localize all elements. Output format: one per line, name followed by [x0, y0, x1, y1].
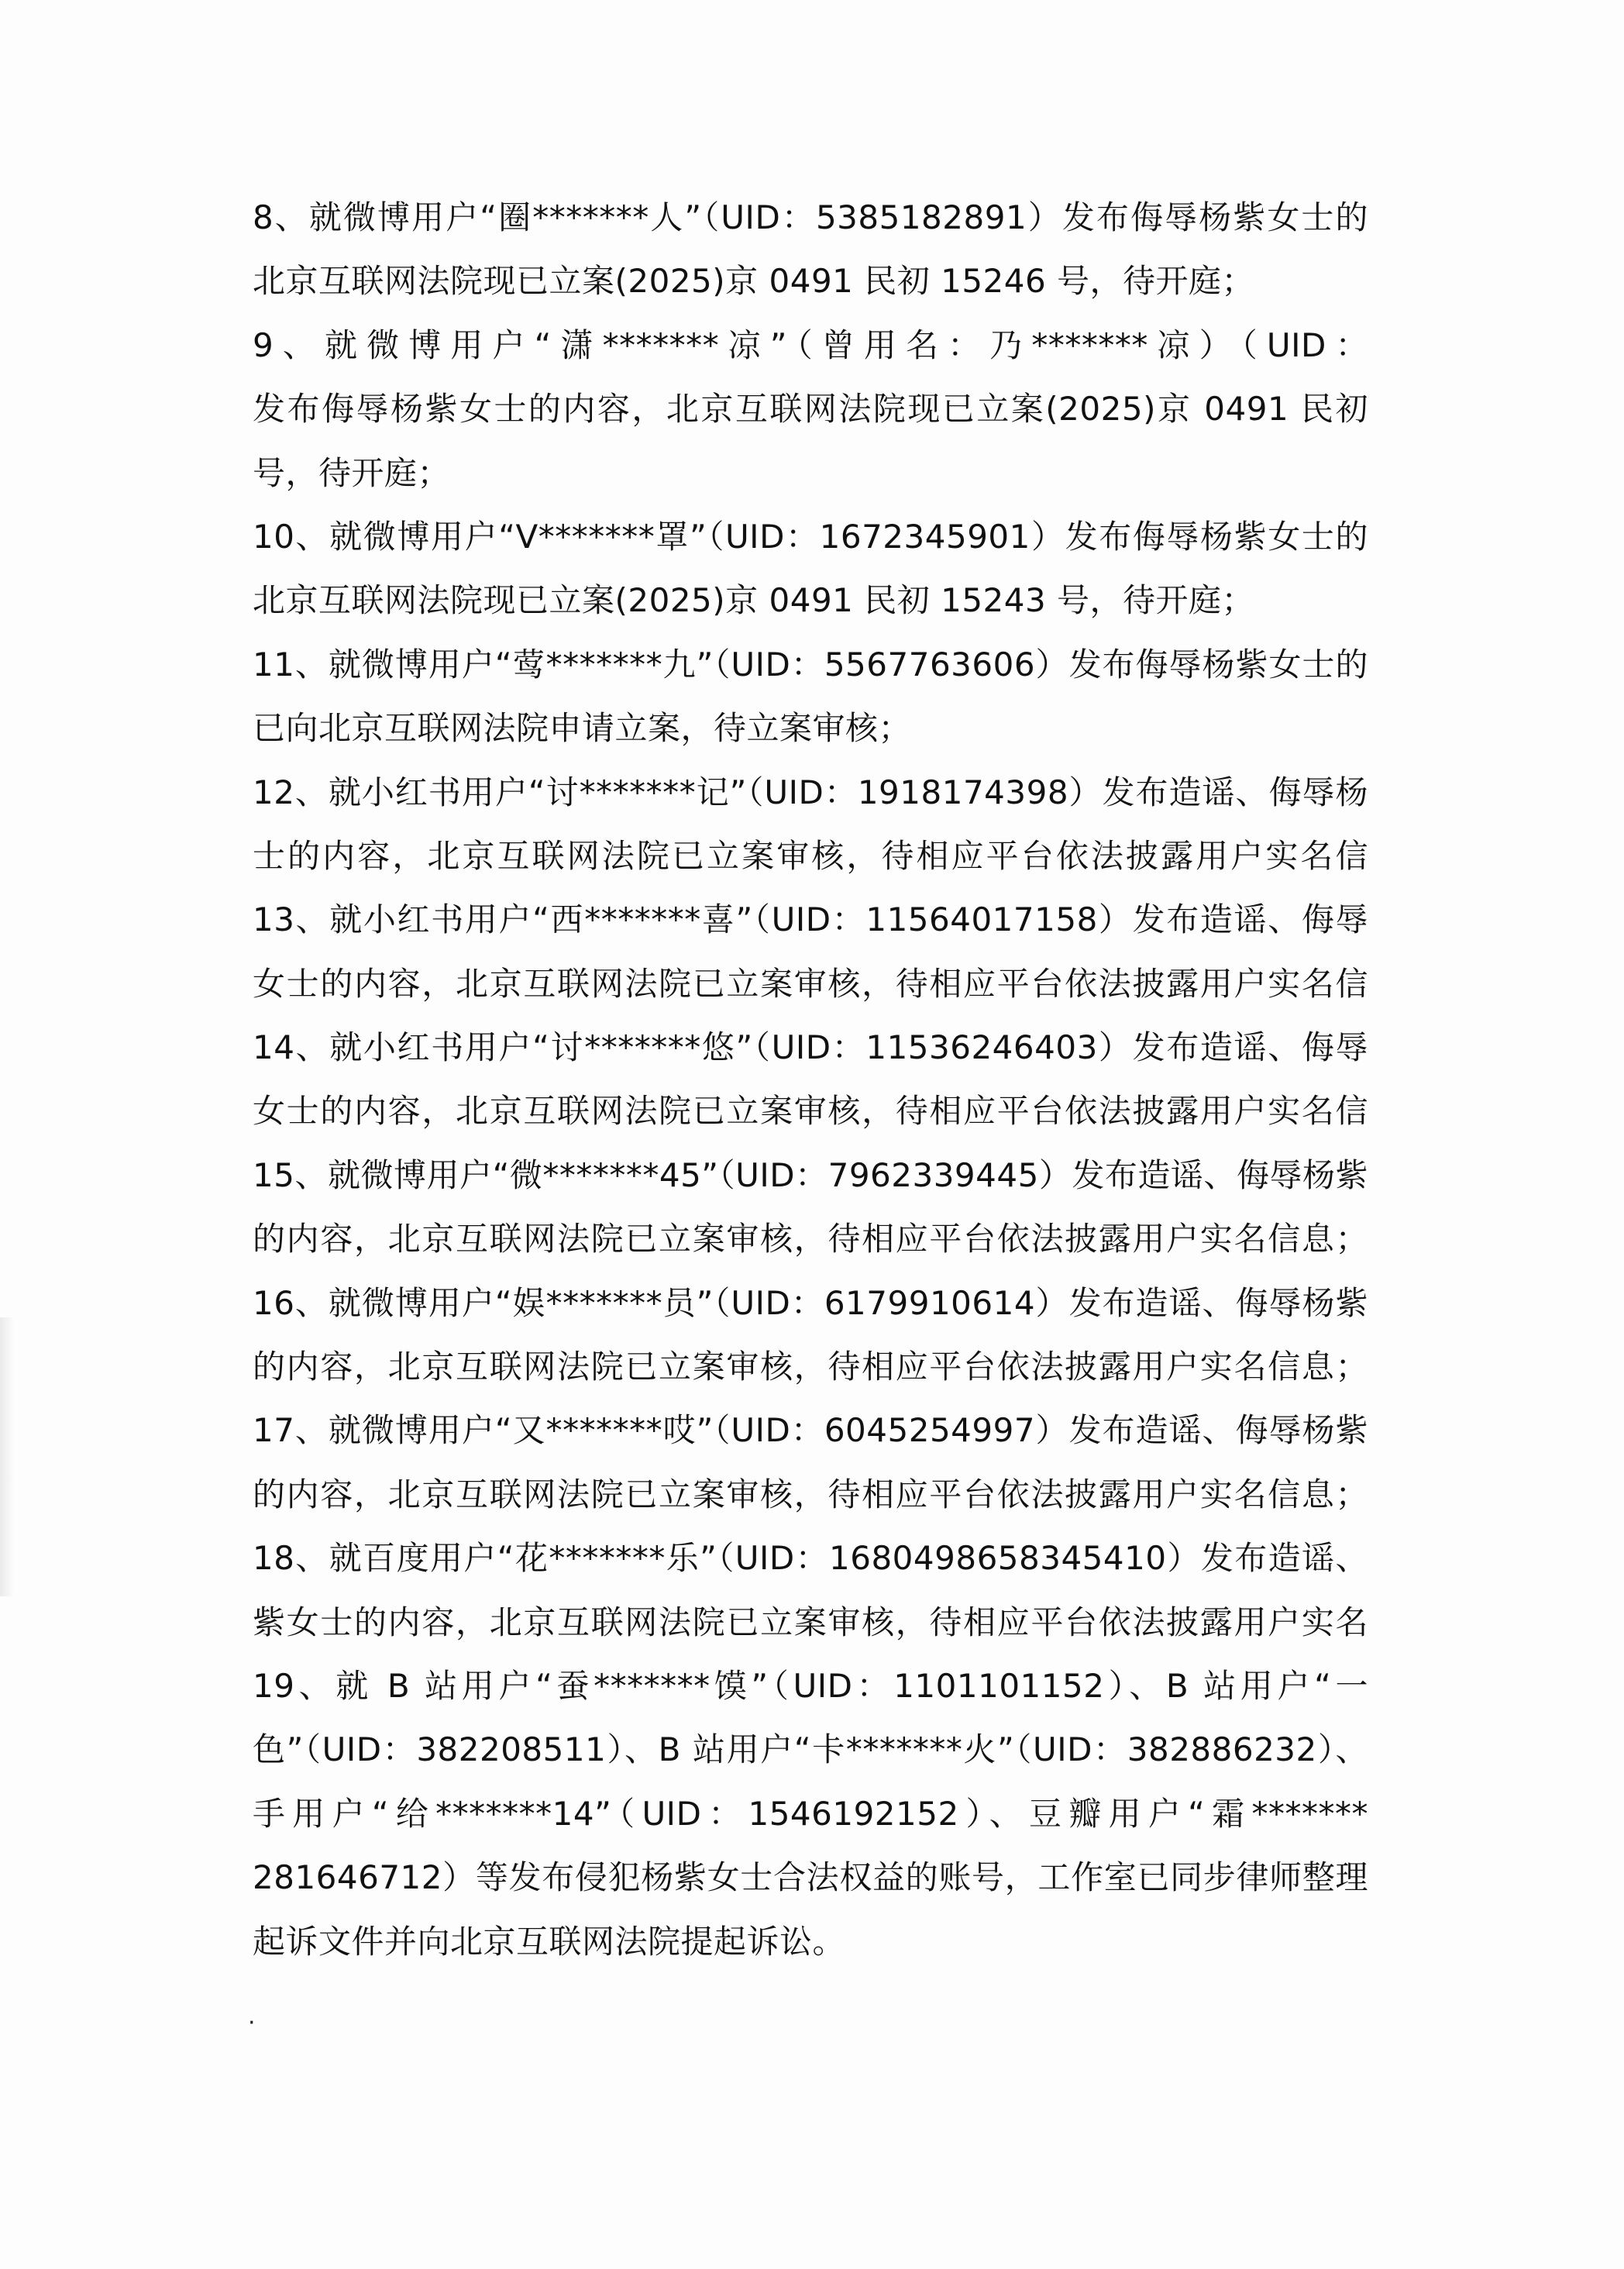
text-line: 起诉文件并向北京互联网法院提起诉讼。	[253, 1922, 846, 1961]
text-line: 号，待开庭；	[253, 453, 451, 492]
text-line: 281646712）等发布侵犯杨紫女士合法权益的账号，工作室已同步律师整理	[253, 1858, 1368, 1897]
text-line: 女士的内容，北京互联网法院已立案审核，待相应平台依法披露用户实名信	[253, 964, 1368, 1003]
text-line: 的内容，北京互联网法院已立案审核，待相应平台依法披露用户实名信息；	[253, 1475, 1368, 1513]
text-line: 10、就微博用户“V*******罩”（UID：1672345901）发布侮辱杨紫女士的	[253, 517, 1368, 556]
text-line: 北京互联网法院现已立案(2025)京 0491 民初 15246 号，待开庭；	[253, 262, 1255, 301]
text-line: 已向北京互联网法院申请立案，待立案审核；	[253, 709, 912, 748]
text-line: 女士的内容，北京互联网法院已立案审核，待相应平台依法披露用户实名信	[253, 1092, 1368, 1131]
text-line: 15、就微博用户“微*******45”（UID：7962339445）发布造谣、侮辱杨紫	[253, 1155, 1368, 1194]
document-body	[253, 186, 1368, 1974]
text-line: 14、就小红书用户“讨*******悠”（UID：11536246403）发布造谣、侮辱	[253, 1028, 1368, 1067]
text-line: 北京互联网法院现已立案(2025)京 0491 民初 15243 号，待开庭；	[253, 581, 1255, 620]
text-line: 的内容，北京互联网法院已立案审核，待相应平台依法披露用户实名信息；	[253, 1220, 1368, 1258]
text-line: 12、就小红书用户“讨*******记”（UID：1918174398）发布造谣、侮辱杨	[253, 773, 1368, 811]
text-line: 16、就微博用户“娱*******员”（UID：6179910614）发布造谣、侮辱杨紫	[253, 1283, 1368, 1322]
text-line: 色”（UID：382208511）、B 站用户“卡*******火”（UID：382886232）、	[253, 1730, 1368, 1769]
text-line: 紫女士的内容，北京互联网法院已立案审核，待相应平台依法披露用户实名	[253, 1603, 1368, 1641]
text-line: 士的内容，北京互联网法院已立案审核，待相应平台依法披露用户实名信	[253, 836, 1368, 875]
text-line: 手用户“给*******14”（UID：1546192152）、豆瓣用户“霜*******	[253, 1794, 1368, 1833]
text-line: 18、就百度用户“花*******乐”（UID：1680498658345410）发布造谣、	[253, 1539, 1368, 1578]
scan-edge-shadow	[0, 1317, 14, 1596]
text-line: 的内容，北京互联网法院已立案审核，待相应平台依法披露用户实名信息；	[253, 1348, 1368, 1386]
text-line: 发布侮辱杨紫女士的内容，北京互联网法院现已立案(2025)京 0491 民初	[253, 390, 1368, 429]
text-line: 11、就微博用户“莺*******九”（UID：5567763606）发布侮辱杨紫女士的	[253, 645, 1368, 683]
scan-speck: ·	[248, 2009, 256, 2037]
text-line: 13、就小红书用户“西*******喜”（UID：11564017158）发布造谣、侮辱	[253, 900, 1368, 939]
text-line: 19、就 B 站用户“蚕*******馍”（UID：1101101152）、B 站用户“一	[253, 1666, 1368, 1705]
text-line: 17、就微博用户“又*******哎”（UID：6045254997）发布造谣、侮辱杨紫	[253, 1411, 1368, 1450]
text-line: 9、就微博用户“潇*******凉”（曾用名：乃*******凉）（UID：	[253, 325, 1368, 364]
text-line: 8、就微博用户“圈*******人”（UID：5385182891）发布侮辱杨紫女士的	[253, 198, 1368, 236]
